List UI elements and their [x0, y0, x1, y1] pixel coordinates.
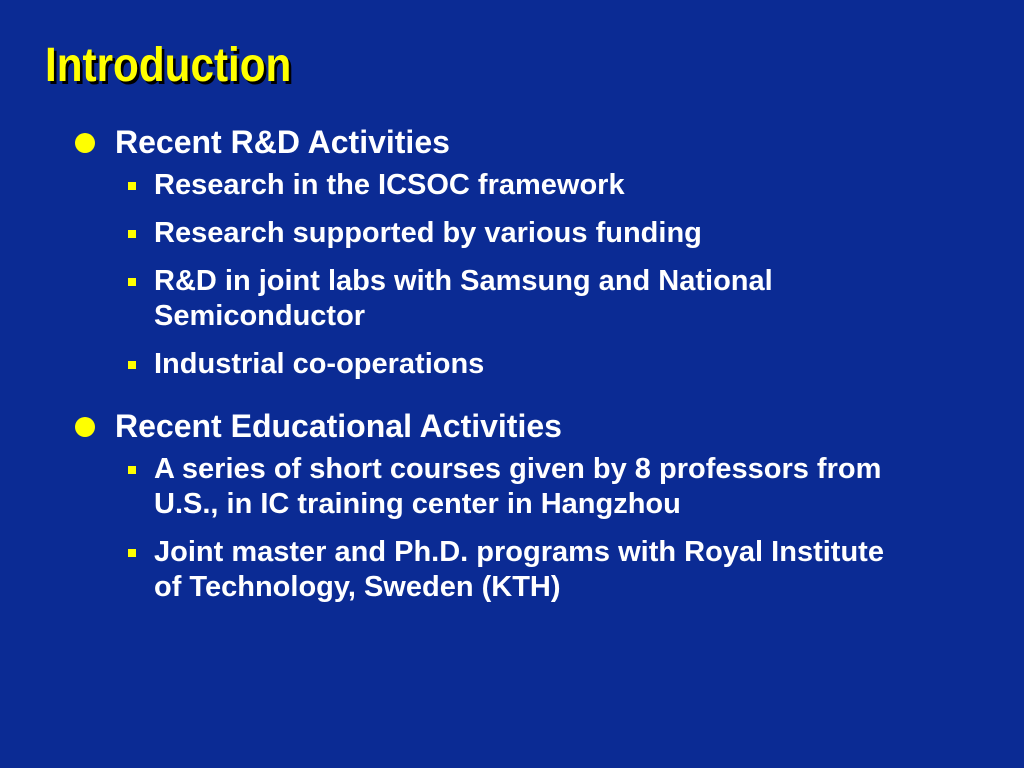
bullet-text: Joint master and Ph.D. programs with Royal Institute of Technology, Sweden (KTH)	[154, 536, 884, 603]
bullet-level2	[72, 347, 972, 382]
bullet-level2	[72, 452, 972, 522]
bullet-level2	[72, 264, 972, 334]
square-bullet-icon	[128, 278, 136, 286]
slide-content	[72, 122, 972, 619]
section-heading: Recent R&D Activities	[115, 124, 450, 160]
square-bullet-icon	[128, 361, 136, 369]
square-bullet-icon	[128, 230, 136, 238]
bullet-text: A series of short courses given by 8 professors from U.S., in IC training center in Hangzhou	[154, 453, 882, 520]
bullet-level2	[72, 168, 972, 203]
square-bullet-icon	[128, 466, 136, 474]
bullet-text: Industrial co-operations	[154, 348, 485, 380]
bullet-text: R&D in joint labs with Samsung and National Semiconductor	[154, 265, 773, 332]
bullet-level1	[72, 122, 972, 162]
circle-bullet-icon	[75, 417, 95, 437]
square-bullet-icon	[128, 549, 136, 557]
section-educational-activities	[72, 406, 972, 605]
square-bullet-icon	[128, 182, 136, 190]
bullet-level2	[72, 535, 972, 605]
bullet-text: Research supported by various funding	[154, 217, 702, 249]
bullet-level2	[72, 216, 972, 251]
section-rd-activities	[72, 122, 972, 382]
bullet-level1	[72, 406, 972, 446]
circle-bullet-icon	[75, 133, 95, 153]
section-heading: Recent Educational Activities	[115, 408, 562, 444]
slide-title: Introduction	[45, 39, 292, 92]
bullet-text: Research in the ICSOC framework	[154, 169, 625, 201]
